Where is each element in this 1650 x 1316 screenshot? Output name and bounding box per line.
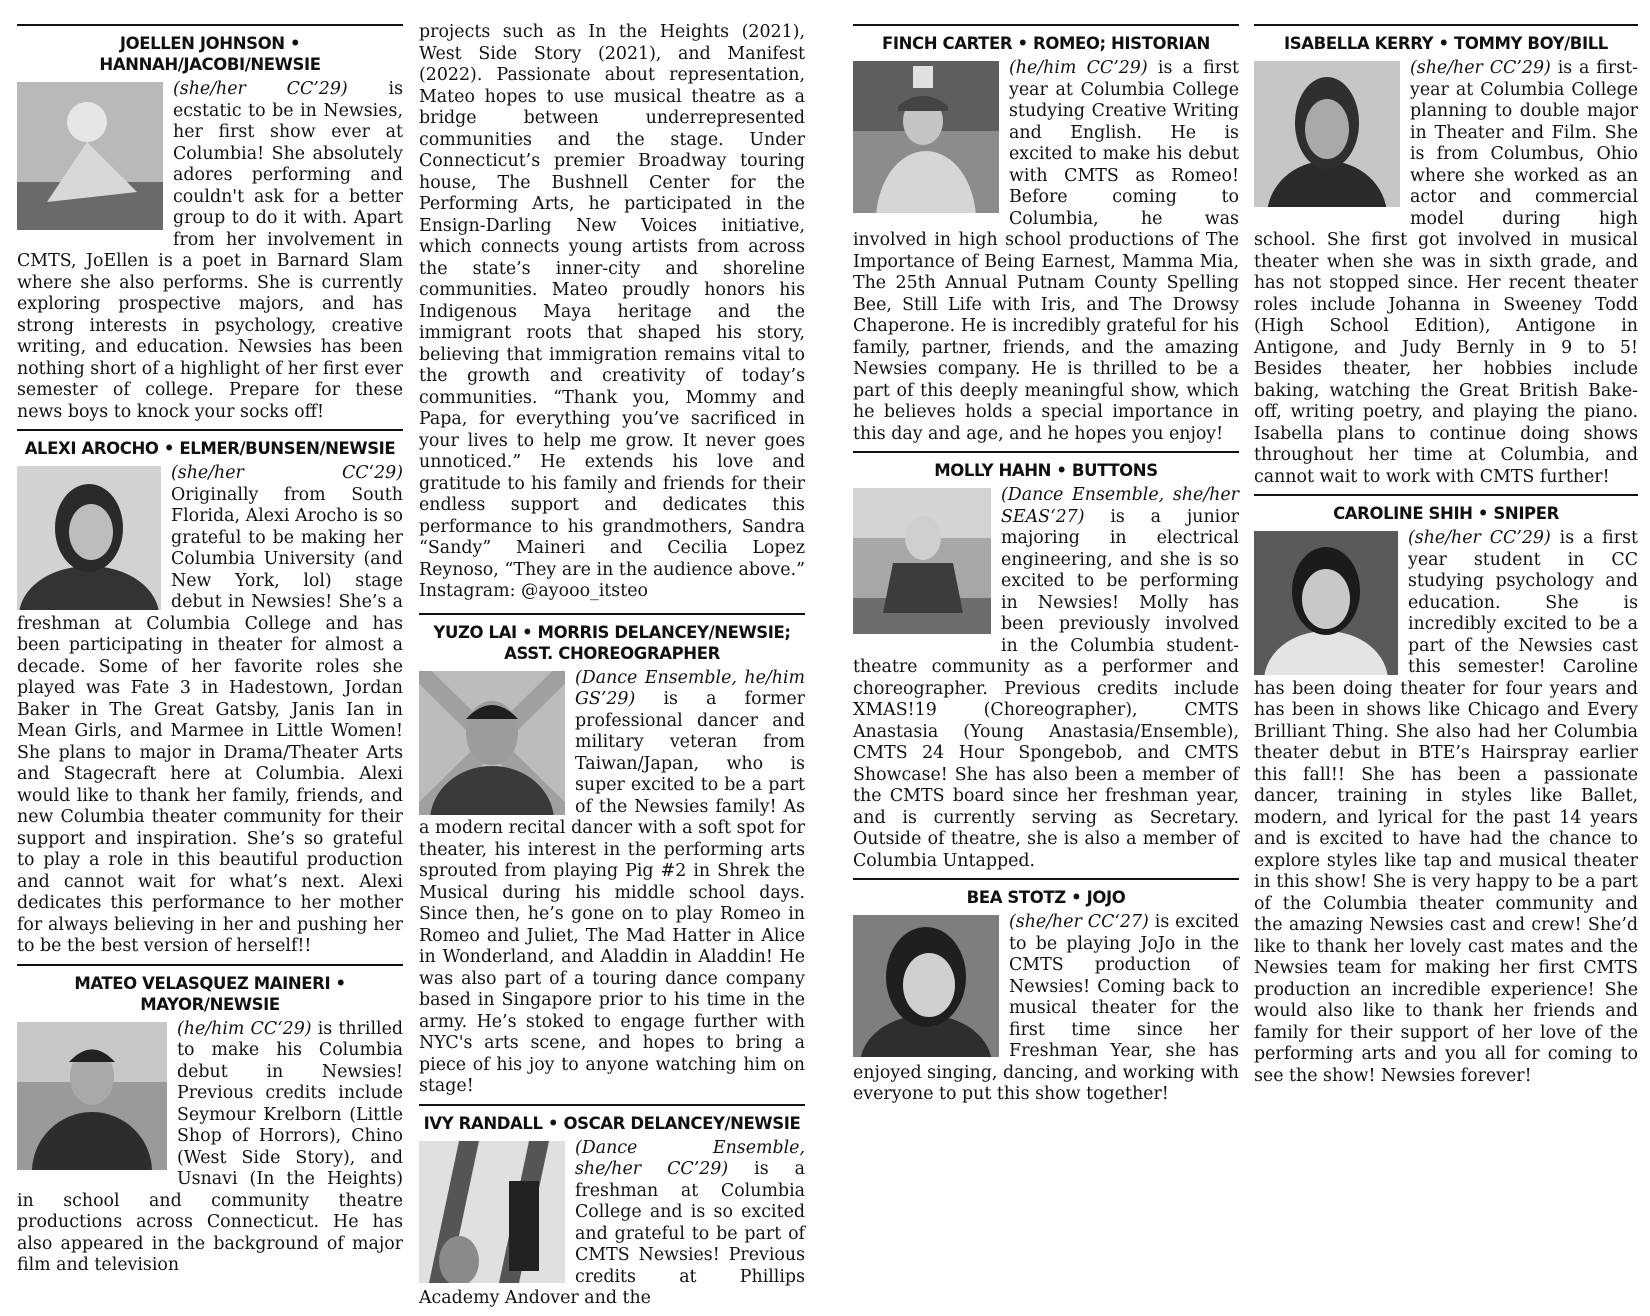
bio-text [853, 912, 1239, 1106]
bio-body: is a junior majoring in electrical engineering, and she is so excited to be performing in Newsies! Molly has been previously involved in the Columbia student-theatre community as a performer and choreographer. Previous credits include XMAS!19 (Choreographer), CMTS Anastasia (Young Anastasia/Ensemble), CMTS 24 Hour Spongebob, and CMTS Showcase! She has also been a member of the CMTS board since her freshman year, and is currently serving as Secretary. Outside of theatre, she is also a member of Columbia Untapped. [853, 506, 1239, 871]
bio-text [419, 1138, 805, 1310]
bio-pronouns: (Dance Ensemble, she/her SEAS‘27) [1001, 485, 1239, 527]
bio-pronouns: (Dance Ensemble, she/her CC’29) [575, 1137, 805, 1179]
bio-pronouns: (she/her CC‘29) [171, 463, 403, 483]
bio-text [17, 463, 403, 958]
bio-body: Originally from South Florida, Alexi Arocho is so grateful to be making her Columbia University (and New York, lol) stage debut in Newsies! She’s a freshman at Columbia College and has been participating in theater for almost a decade. Some of her favorite roles she played was Fate 3 in Hadestown, Jordan Baker in The Great Gatsby, Janis Ian in Mean Girls, and Marmee in Little Women! She plans to major in Drama/Theater Arts and Stagecraft here at Columbia. Alexi would like to thank her family, friends, and new Columbia theater community for their support and inspiration. She’s so grateful to play a role in this beautiful production and cannot wait for what’s next. Alexi dedicates this performance to her mother for always believing in her and pushing her to be the best version of herself!! [17, 484, 403, 956]
bio-pronouns: (she/her CC‘27) [1009, 912, 1149, 932]
headshot-photo [1254, 531, 1398, 675]
bio-header: JOELLEN JOHNSON • HANNAH/JACOBI/NEWSIE [17, 24, 403, 79]
bio-body: projects such as In the Heights (2021), West Side Story (2021), and Manifest (2022). Passionate about representation, Mateo hopes to use musical theatre as a bridge between underrepresented communities and the stage. Under Connecticut’s premier Broadway touring house, The Bushnell Center for the Performing Arts, he participated in the Ensign-Darling New Voices initiative, which connects young artists from across the state’s inner-city and shoreline communities. Mateo proudly honors his Indigenous Maya heritage and the immigrant roots that shaped his story, believing that immigration remains vital to the growth and creativity of today’s communities. “Thank you, Mommy and Papa, for everything you’ve sacrificed in your lives to help me grow. It never goes unnoticed.” He extends his love and gratitude to his family and friends for their endless support and dedicates this performance to his grandmothers, Sandra “Sandy” Maineri and Cecilia Lopez Reynoso, “They are in the audience above.” Instagram: @ayooo_itsteo [419, 22, 805, 601]
bio-header: ISABELLA KERRY • TOMMY BOY/BILL [1254, 24, 1638, 58]
bio-header: YUZO LAI • MORRIS DELANCEY/NEWSIE; ASST. CHOREOGRAPHER [419, 613, 805, 668]
headshot-photo [853, 915, 999, 1057]
column-1 [17, 24, 403, 1283]
bio-header: ALEXI AROCHO • ELMER/BUNSEN/NEWSIE [17, 429, 403, 463]
bio-text [17, 79, 403, 423]
headshot-photo [1254, 61, 1400, 207]
bio-text [419, 668, 805, 1098]
bio-text-continued [419, 22, 805, 603]
bio-header: FINCH CARTER • ROMEO; HISTORIAN [853, 24, 1239, 58]
bio-pronouns: (she/her CC’29) [1410, 58, 1551, 78]
headshot-photo [419, 1141, 565, 1283]
bio-pronouns: (he/him CC’29) [1009, 58, 1148, 78]
column-3 [853, 24, 1239, 1112]
bio-pronouns: (she/her CC’29) [1408, 528, 1551, 548]
bio-body: is a former professional dancer and military veteran from Taiwan/Japan, who is super excited to be a part of the Newsies family! As a modern recital dancer with a soft spot for theater, his interest in the performing arts sprouted from playing Pig #2 in Shrek the Musical during his middle school days. Since then, he’s gone on to play Romeo in Romeo and Juliet, The Mad Hatter in Alice in Wonderland, and Aladdin in Aladdin! He was also part of a touring dance company based in Singapore prior to his time in the army. He’s stoked to engage further with NYC's arts scene, and hopes to bring a piece of his joy to anyone watching him on stage! [419, 689, 805, 1096]
bio-header: IVY RANDALL • OSCAR DELANCEY/NEWSIE [419, 1104, 805, 1138]
bio-body: is thrilled to make his Columbia debut in Newsies! Previous credits include Seymour Krelborn (Little Shop of Horrors), Chino (West Side Story), and Usnavi (In the Heights) in school and community theatre productions across Connecticut. He has also appeared in the background of major film and television [17, 1018, 403, 1275]
bio-body: is a first-year at Columbia College planning to double major in Theater and Film. She is from Columbus, Ohio where she worked as an actor and commercial model during high school. She first got involved in musical theater when she was in sixth grade, and has not stopped since. Her recent theater roles include Johanna in Sweeney Todd (High School Edition), Antigone in Antigone, and Judy Bernly in 9 to 5! Besides theater, her hobbies include baking, watching the Great British Bake-off, writing poetry, and playing the piano. Isabella plans to continue doing shows throughout her time at Columbia, and cannot wait to work with CMTS further! [1254, 58, 1639, 487]
headshot-photo [17, 82, 163, 230]
bio-header: BEA STOTZ • JOJO [853, 878, 1239, 912]
bio-text [1254, 528, 1638, 1087]
bio-text [17, 1019, 403, 1277]
bio-text [853, 485, 1239, 872]
bio-pronouns: (Dance Ensemble, he/him GS’29) [575, 667, 805, 709]
bio-body: is a first year at Columbia College studying Creative Writing and English. He is excited to make his debut with CMTS as Romeo! Before coming to Columbia, he was involved in high school productions of The Importance of Being Earnest, Mamma Mia, The 25th Annual Putnam County Spelling Bee, Still Life with Iris, and The Drowsy Chaperone. He is incredibly grateful for his family, partner, friends, and the amazing Newsies company. He is thrilled to be a part of this deeply meaningful show, which he believes holds a special importance in this day and age, and he hopes you enjoy! [853, 58, 1239, 444]
bio-body: is a first year student in CC studying psychology and education. She is incredibly excited to be a part of the Newsies cast this semester! Caroline has been doing theater for four years and has been in shows like Chicago and Every Brilliant Thing. She also had her Columbia theater debut in BTE’s Hairspray earlier this fall!! She has been a passionate dancer, training in styles like Ballet, modern, and lyrical for the past 14 years and is excited to have had the chance to explore styles like tap and musical theater in this show! She is very happy to be a part of the Columbia theater community and the amazing Newsies cast and crew! She’d like to thank her lovely cast mates and the Newsies team for making her first CMTS production an incredible experience! She would also like to thank her friends and family for their support of her love of the performing arts and you all for coming to see the show! Newsies forever! [1254, 528, 1639, 1086]
headshot-photo [853, 488, 991, 634]
headshot-photo [419, 671, 565, 815]
bio-header: CAROLINE SHIH • SNIPER [1254, 494, 1638, 528]
bio-body: is excited to be playing JoJo in the CMTS production of Newsies! Coming back to musical theater for the first time since her Freshman Year, she has enjoyed singing, dancing, and working with everyone to put this show together! [853, 912, 1239, 1104]
bio-header: MATEO VELASQUEZ MAINERI • MAYOR/NEWSIE [17, 964, 403, 1019]
bio-body: is ecstatic to be in Newsies, her first show ever at Columbia! She absolutely adores performing and couldn't ask for a better group to do it with. Apart from her involvement in CMTS, JoEllen is a poet in Barnard Slam where she also performs. She is currently exploring prospective majors, and has strong interests in psychology, creative writing, and education. Newsies has been nothing short of a highlight of her first ever semester of college. Prepare for these news boys to knock your socks off! [17, 79, 403, 422]
bio-text [1254, 58, 1638, 488]
bio-body: is a freshman at Columbia College and is so excited and grateful to be part of CMTS Newsies! Previous credits at Phillips Academy Andover and the [419, 1159, 805, 1308]
bio-header: MOLLY HAHN • BUTTONS [853, 451, 1239, 485]
headshot-photo [853, 61, 999, 213]
bio-pronouns: (he/him CC‘29) [177, 1018, 312, 1039]
bio-text [853, 58, 1239, 445]
bio-pronouns: (she/her CC’29) [173, 79, 348, 99]
headshot-photo [17, 1022, 167, 1170]
column-4 [1254, 24, 1638, 1093]
column-2 [419, 22, 805, 1316]
headshot-photo [17, 466, 161, 610]
